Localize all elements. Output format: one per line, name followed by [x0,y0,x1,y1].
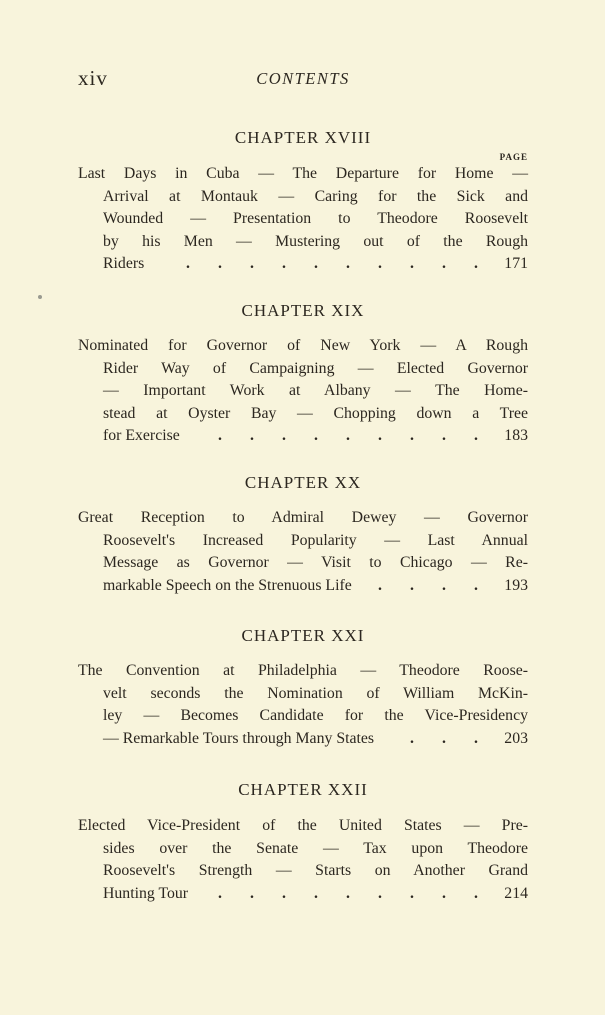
dot-leader [180,425,498,448]
leader-dot: . [410,255,414,272]
leader-dot: . [346,427,350,444]
chapter-entry [78,507,528,597]
chapter-title: CHAPTER XIX [241,301,365,320]
entry-last-line [103,883,528,906]
dot-leader [188,883,498,906]
chapter-title: CHAPTER XXII [238,780,368,799]
entry-last-line [103,728,528,751]
leader-dot: . [346,884,350,902]
leader-dot: . [346,255,350,272]
entry-line: for Exercise [103,427,180,444]
entry-line: Message as Governor — Visit to Chicago — Re- [103,554,528,571]
entry-line: Arrival at Montauk — Caring for the Sick and [103,187,528,205]
leader-dot: . [474,884,478,902]
running-title: CONTENTS [256,69,350,88]
entry-line: markable Speech on the Strenuous Life [103,576,352,594]
chapter-title: CHAPTER XX [244,473,362,492]
entry-line: Elected Vice-President of the United States — Pre- [78,817,528,834]
leader-dot: . [378,255,382,272]
entry-line: Roosevelt's Increased Popularity — Last Annual [103,531,528,549]
entry-last-line [103,425,528,448]
leader-dot: . [474,576,478,594]
leader-dot: . [218,884,222,902]
dot-leader [144,253,498,276]
entry-last-line [103,253,528,276]
leader-dot: . [410,576,414,594]
chapter-title: CHAPTER XXI [241,626,365,645]
entry-line: stead at Oyster Bay — Chopping down a Tree [103,404,528,422]
entry-line: Last Days in Cuba — The Departure for Home — [78,165,528,182]
entry-line: velt seconds the Nomination of William McKin- [103,684,528,702]
leader-dot: . [314,427,318,444]
dot-leader [374,728,498,751]
entry-line: Rider Way of Campaigning — Elected Governor [103,359,528,377]
leader-dot: . [474,729,478,747]
entry-line: Roosevelt's Strength — Starts on Another Grand [103,862,528,879]
chapter-title: CHAPTER XVIII [234,128,372,147]
leader-dot: . [442,884,446,902]
leader-dot: . [314,884,318,902]
entry-line: Wounded — Presentation to Theodore Roosevelt [103,210,528,227]
leader-dot: . [378,576,382,594]
leader-dot: . [474,255,478,272]
entry-line: — Important Work at Albany — The Home- [103,382,528,399]
entry-line: Riders [103,255,145,272]
leader-dot: . [282,884,286,902]
entry-line: Hunting Tour [103,884,189,902]
leader-dot: . [186,255,190,272]
leader-dot: . [218,255,222,272]
leader-dot: . [282,255,286,272]
leader-dot: . [218,427,222,444]
chapter-entry [78,660,528,750]
leader-dot: . [378,427,382,444]
leader-dot: . [442,255,446,272]
leader-dot: . [410,729,414,747]
paper-speck [38,295,42,299]
entry-line: sides over the Senate — Tax upon Theodore [103,839,528,857]
chapter-entry [78,163,528,276]
entry-line: — Remarkable Tours through Many States [103,729,375,747]
leader-dot: . [474,427,478,444]
entry-line: Nominated for Governor of New York — A Rough [78,337,528,354]
leader-dot: . [410,427,414,444]
entry-line: Great Reception to Admiral Dewey — Governor [78,509,528,526]
leader-dot: . [442,729,446,747]
page-reference: 183 [504,427,528,444]
leader-dot: . [410,884,414,902]
leader-dot: . [314,255,318,272]
page-reference: 203 [504,729,528,747]
page-reference: 171 [504,255,528,272]
entry-line: by his Men — Mustering out of the Rough [103,232,528,250]
dot-leader [352,575,498,598]
leader-dot: . [378,884,382,902]
entry-line: ley — Becomes Candidate for the Vice-Presidency [103,707,528,724]
leader-dot: . [442,576,446,594]
leader-dot: . [442,427,446,444]
page-column-label: PAGE [499,152,528,162]
entry-last-line [103,575,528,598]
leader-dot: . [250,255,254,272]
chapter-entry [78,815,528,905]
leader-dot: . [250,884,254,902]
page-reference: 214 [504,884,528,902]
page-reference: 193 [504,576,528,594]
chapter-entry [78,335,528,448]
leader-dot: . [282,427,286,444]
running-head [78,66,528,96]
entry-line: The Convention at Philadelphia — Theodore Roose- [78,662,528,679]
page-number: xiv [78,66,108,90]
leader-dot: . [250,427,254,444]
